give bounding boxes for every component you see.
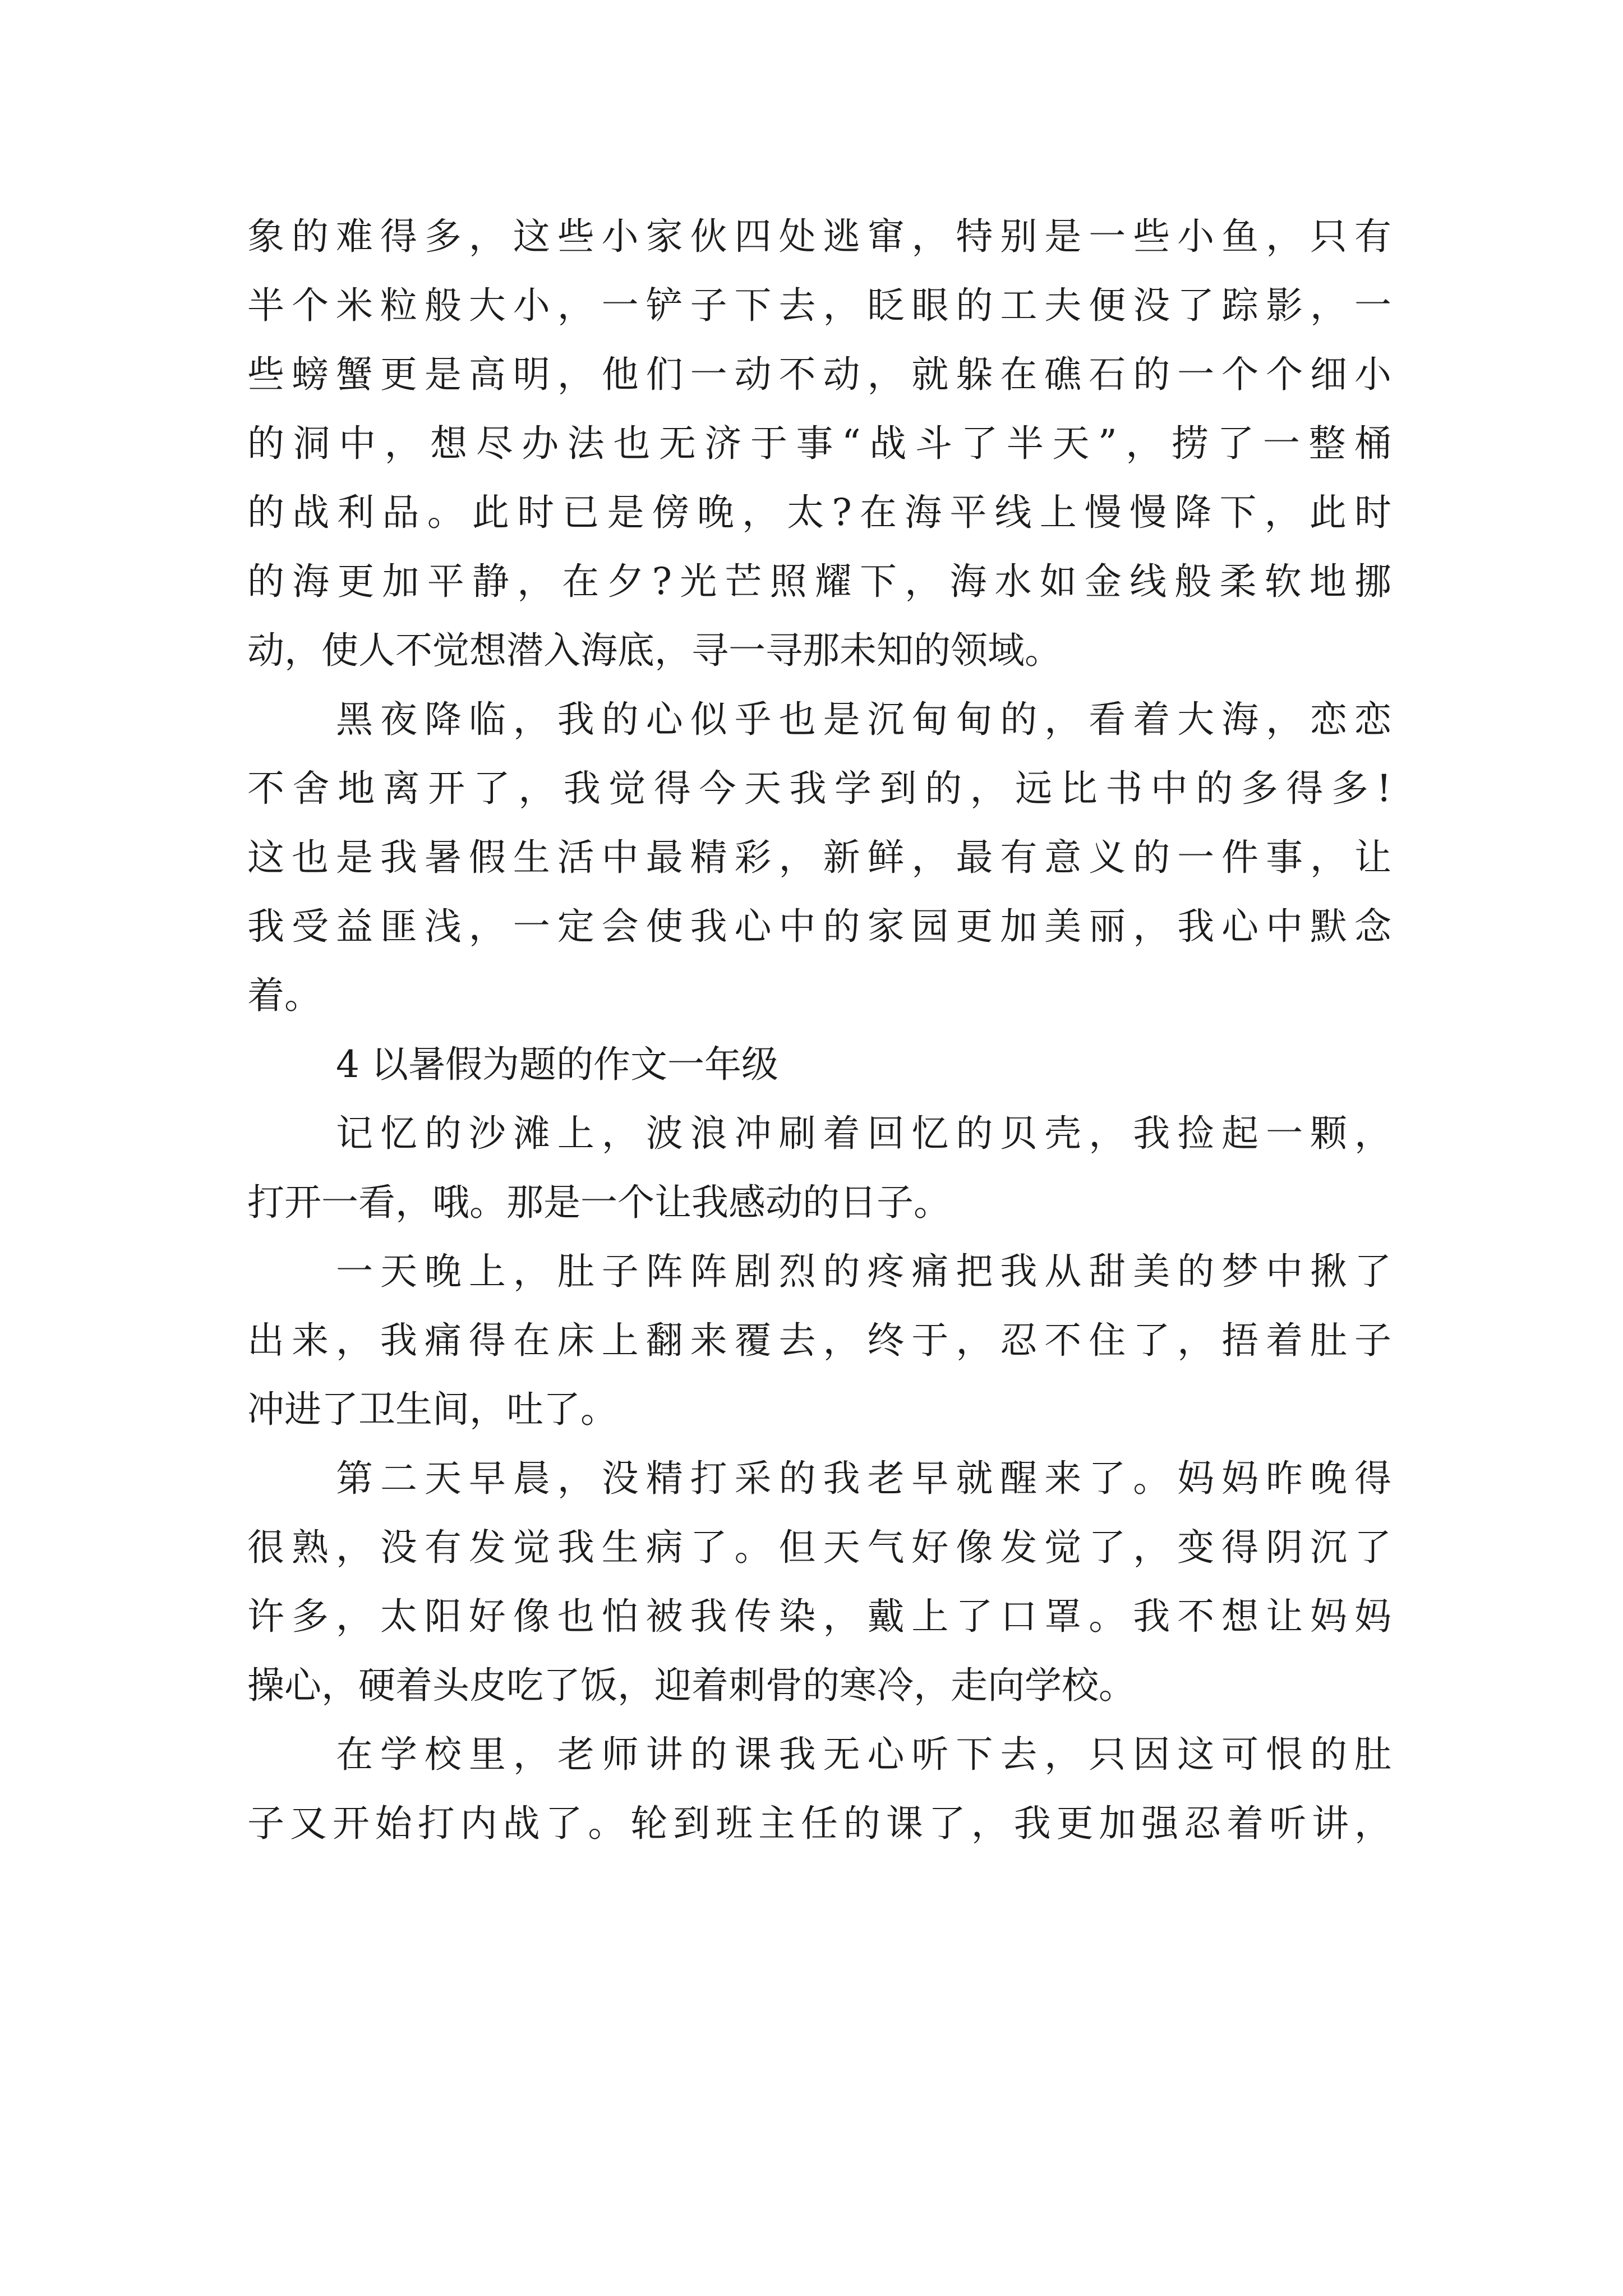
text-line: 的海更加平静，在夕?光芒照耀下，海水如金线般柔软地挪 bbox=[247, 560, 1391, 603]
text-line: 着。 bbox=[247, 974, 321, 1017]
text-line: 一天晚上，肚子阵阵剧烈的疼痛把我从甜美的梦中揪了 bbox=[336, 1250, 1391, 1293]
text-line: 不舍地离开了，我觉得今天我学到的，远比书中的多得多! bbox=[247, 767, 1391, 810]
text-line: 第二天早晨，没精打采的我老早就醒来了。妈妈昨晚得 bbox=[336, 1457, 1391, 1500]
text-line: 很熟，没有发觉我生病了。但天气好像发觉了，变得阴沉了 bbox=[247, 1526, 1391, 1569]
text-line: 些螃蟹更是高明，他们一动不动，就躲在礁石的一个个细小 bbox=[247, 353, 1391, 396]
text-line: 在学校里，老师讲的课我无心听下去，只因这可恨的肚 bbox=[336, 1733, 1391, 1776]
text-line: 象的难得多，这些小家伙四处逃窜，特别是一些小鱼，只有 bbox=[247, 215, 1391, 258]
text-line: 冲进了卫生间，吐了。 bbox=[247, 1388, 617, 1431]
text-line: 的洞中，想尽办法也无济于事“战斗了半天”，捞了一整桶 bbox=[247, 422, 1391, 465]
text-line: 4 以暑假为题的作文一年级 bbox=[336, 1043, 778, 1086]
text-line: 我受益匪浅，一定会使我心中的家园更加美丽，我心中默念 bbox=[247, 905, 1391, 948]
text-line: 动，使人不觉想潜入海底，寻一寻那未知的领域。 bbox=[247, 629, 1062, 672]
text-line: 操心，硬着头皮吃了饭，迎着刺骨的寒冷，走向学校。 bbox=[247, 1664, 1136, 1707]
text-line: 出来，我痛得在床上翻来覆去，终于，忍不住了，捂着肚子 bbox=[247, 1319, 1391, 1362]
document-body bbox=[247, 202, 1391, 1858]
text-line: 半个米粒般大小，一铲子下去，眨眼的工夫便没了踪影，一 bbox=[247, 284, 1391, 327]
text-line: 许多，太阳好像也怕被我传染，戴上了口罩。我不想让妈妈 bbox=[247, 1595, 1391, 1638]
text-line: 子又开始打内战了。轮到班主任的课了，我更加强忍着听讲， bbox=[247, 1802, 1391, 1845]
text-line: 的战利品。此时已是傍晚，太?在海平线上慢慢降下，此时 bbox=[247, 491, 1391, 534]
text-line: 打开一看，哦。那是一个让我感动的日子。 bbox=[247, 1181, 951, 1224]
text-line: 记忆的沙滩上，波浪冲刷着回忆的贝壳，我捡起一颗， bbox=[336, 1112, 1391, 1155]
text-line: 这也是我暑假生活中最精彩，新鲜，最有意义的一件事，让 bbox=[247, 836, 1391, 879]
text-line: 黑夜降临，我的心似乎也是沉甸甸的，看着大海，恋恋 bbox=[336, 698, 1391, 741]
